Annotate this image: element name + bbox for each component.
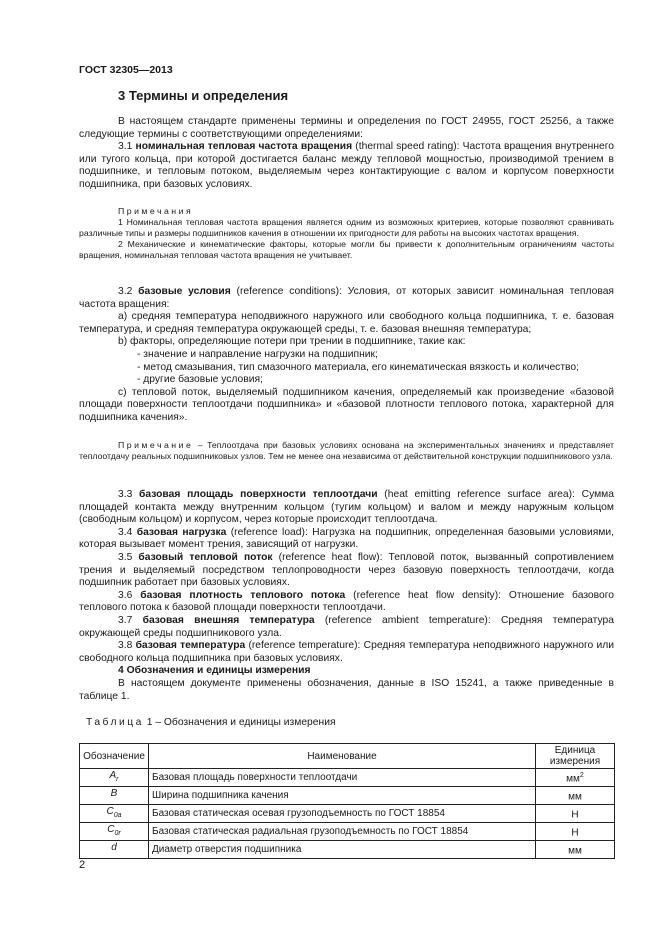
term-3-2-block (79, 286, 614, 425)
term-3-3-name: базовая площадь поверхности теплоотдачи (139, 489, 378, 500)
cell-symbol: d (80, 841, 149, 859)
symbols-table (79, 743, 615, 859)
intro-paragraph: В настоящем стандарте применены термины и определения по ГОСТ 24955, ГОСТ 25256, а также следующие термины с соответствующими определениями: (79, 116, 614, 140)
cell-name: Диаметр отверстия подшипника (149, 841, 536, 859)
header-unit: Единица измерения (536, 744, 615, 769)
table-header-row (80, 744, 615, 769)
term-3-2-item-c: с) тепловой поток, выделяемый подшипником качения, определяемый как произведение «базовой площади поверхности теплоотдачи подшипника» и «базовой плотности теплового потока, характерной для подшипника качения». (79, 386, 614, 423)
cell-name: Базовая площадь поверхности теплоотдачи (149, 769, 536, 787)
cell-symbol: B (80, 787, 149, 805)
term-3-2-item-b2: - метод смазывания, тип смазочного материала, его кинематическая вязкость и количество; (137, 361, 579, 373)
cell-symbol: $C_{0a}$ (80, 805, 149, 823)
term-3-6: 3.6 базовая плотность теплового потока (reference heat flow density): Отношение базового теплового потока к базовой площади поверхности теплоотдачи. (79, 589, 614, 614)
note-label: Примечание (118, 440, 194, 450)
section-3-body (79, 116, 614, 192)
term-3-3: 3.3 базовая площадь поверхности теплоотдачи (heat emitting reference surface area): Сумма площадей контакта между внутренним кольцом (тугим кольцом) и валом и между наружным кольцом (свободным кольцом) и корпусом, через которые происходит теплоотдача. (79, 489, 614, 526)
term-3-5: 3.5 базовый тепловой поток (reference heat flow): Тепловой поток, вызванный сопротивлением трения и выделяемый посредством теплопроводности через базовую поверхность теплоотдачи, когда подшипник работает при базовых условиях. (79, 551, 614, 589)
term-3-7-name: базовая внешняя температура (142, 614, 315, 626)
header-symbol: Обозначение (80, 744, 149, 769)
section-4-text: В настоящем документе применены обозначения, данные в ISO 15241, а также приведенные в таблице 1. (79, 677, 614, 702)
term-3-1-name: номинальная тепловая частота вращения (135, 141, 353, 153)
section-4-title: 4 Обозначения и единицы измерения (118, 665, 311, 677)
cell-name: Базовая статическая радиальная грузоподъемность по ГОСТ 18854 (149, 823, 536, 841)
table-caption: Таблица 1 – Обозначения и единицы измерения (86, 717, 336, 728)
section-title: 3 Термины и определения (118, 88, 289, 103)
table-row (80, 823, 615, 841)
term-3-4-name: базовая нагрузка (136, 526, 227, 538)
term-3-2-name: базовые условия (138, 286, 231, 297)
cell-symbol: $C_{0r}$ (80, 823, 149, 841)
note-1: 1 Номинальная тепловая частота вращения является одним из возможных критериев, которые позволяют сравнивать различные типы и размеры подшипников качения в отношении их пригодности для работы на высоких частотах вращения. (79, 217, 614, 238)
note-2: 2 Механические и кинематические факторы, которые могли бы привести к дополнительным ограничениям частоты вращения, номинальная тепловая частота вращения не учитывает. (79, 239, 614, 260)
page-number: 2 (79, 859, 86, 871)
term-3-2: 3.2 базовые условия (reference conditions): Условия, от которых зависит номинальная тепловая частота вращения: (79, 286, 614, 310)
cell-name: Ширина подшипника качения (149, 787, 536, 805)
header-name: Наименование (149, 744, 536, 769)
cell-unit: мм (536, 841, 615, 859)
cell-unit: Н (536, 823, 615, 841)
table-row (80, 841, 615, 859)
notes-block-1 (79, 206, 614, 261)
notes-label: Примечания (118, 206, 194, 216)
term-3-2-item-b3: - другие базовые условия; (137, 374, 263, 386)
term-3-8-name: базовая температура (135, 640, 246, 652)
term-3-2-item-a: а) средняя температура неподвижного наружного или свободного кольца подшипника, т. е. базовая температура, и средняя температура окружающей среды, т. е. базовая внешняя температура; (79, 311, 614, 335)
note-block-2: Примечание – Теплоотдача при базовых условиях основана на экспериментальных значениях и представляет теплоотдачу реальных подшипниковых узлов. Тем не менее она независима от действительной конструкции подшипникового узла. (79, 440, 614, 461)
table-row (80, 787, 615, 805)
table-row (80, 769, 615, 787)
term-3-2-item-b: b) факторы, определяющие потери при трении в подшипнике, такие как: (118, 336, 466, 348)
term-3-1: 3.1 номинальная тепловая частота вращения (thermal speed rating): Частота вращения внутреннего или тугого кольца, при которой достигается баланс между тепловой мощностью, производимой трением в подшипнике, и тепловым потоком, выделяемым через контактирующие с валом и корпусом поверхности подшипника, при базовых условиях. (79, 141, 614, 190)
document-header: ГОСТ 32305—2013 (79, 64, 173, 76)
term-3-5-name: базовый тепловой поток (138, 551, 273, 563)
term-3-7: 3.7 базовая внешняя температура (reference ambient temperature): Средняя температура окружающей среды подшипникового узла. (79, 614, 614, 639)
cell-unit: $мм^2$ (536, 769, 615, 787)
term-3-8: 3.8 базовая температура (reference temperature): Средняя температура неподвижного наружного или свободного кольца подшипника при базовых условиях. (79, 640, 614, 664)
note-text: Теплоотдача при базовых условиях основана на экспериментальных значениях и представляет теплоотдачу реальных подшипниковых узлов. Тем не менее она независима от действительной конструкции подшипникового узла. (79, 440, 614, 461)
cell-unit: Н (536, 805, 615, 823)
term-3-4: 3.4 базовая нагрузка (reference load): Нагрузка на подшипник, определенная базовыми условиями, которая вызывает момент трения, зависящий от нагрузки. (79, 526, 614, 551)
term-3-6-name: базовая плотность теплового потока (140, 589, 346, 601)
terms-3-3-to-3-8 (79, 489, 614, 703)
term-3-2-item-b1: - значение и направление нагрузки на подшипник; (137, 348, 378, 360)
table-row (80, 805, 615, 823)
cell-name: Базовая статическая осевая грузоподъемность по ГОСТ 18854 (149, 805, 536, 823)
cell-unit: мм (536, 787, 615, 805)
cell-symbol: $A_r$ (80, 769, 149, 787)
